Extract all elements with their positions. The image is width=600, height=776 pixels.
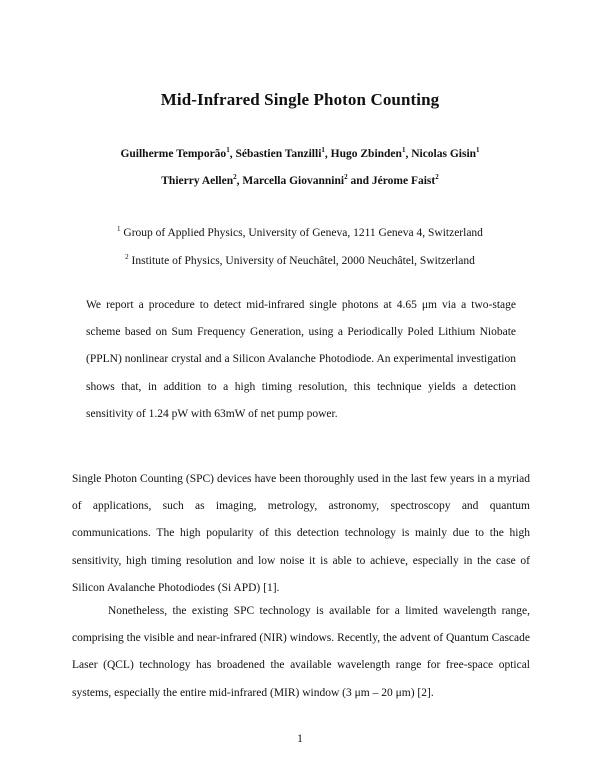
author: Marcella Giovannini$^2$ and [242, 173, 372, 187]
body-paragraph-2: Nonetheless, the existing SPC technology is available for a limited wavelength range, comprising the visible and near-infrared (NIR) windows. Recently, the advent of Quantum Cascade Laser (QCL) technology has broadened the available wavelength range for free-space optical systems, especially the entire mid-infrared (MIR) window (3 μm – 20 μm) [2]. [72, 605, 530, 699]
paper-title: Mid-Infrared Single Photon Counting [160, 90, 440, 109]
page-number: 1 [297, 733, 303, 745]
author: Guilherme Temporão$^1$, [120, 146, 236, 160]
author: Nicolas Gisin$^1$ [411, 146, 480, 160]
affiliation-2: $^2$ Institute of Physics, University of Neuchâtel, 2000 Neuchâtel, Switzerland [125, 253, 475, 267]
author: Sébastien Tanzilli$^1$, [235, 146, 331, 160]
author: Hugo Zbinden$^1$, [330, 146, 412, 160]
author: Jérome Faist$^2$ [371, 173, 439, 187]
affiliation-1: $^1$ Group of Applied Physics, University of Geneva, 1211 Geneva 4, Switzerland [117, 225, 483, 239]
author: Thierry Aellen$^2$, [161, 173, 243, 187]
author-list-line-1 [0, 148, 600, 160]
author-list-line-2 [0, 175, 600, 187]
abstract: We report a procedure to detect mid-infrared single photons at 4.65 μm via a two-stage scheme based on Sum Frequency Generation, using a Periodically Poled Lithium Niobate (PPLN) nonlinear crystal and a Silicon Avalanche Photodiode. An experimental investigation shows that, in addition to a high timing resolution, this technique yields a detection sensitivity of 1.24 pW with 63mW of net pump power. [86, 299, 516, 420]
body-paragraph-1: Single Photon Counting (SPC) devices have been thoroughly used in the last few years in a myriad of applications, such as imaging, metrology, astronomy, spectroscopy and quantum communications. The high popularity of this detection technology is mainly due to the high sensitivity, high timing resolution and low noise it is able to achieve, especially in the case of Silicon Avalanche Photodiodes (Si APD) [1]. [72, 473, 530, 594]
